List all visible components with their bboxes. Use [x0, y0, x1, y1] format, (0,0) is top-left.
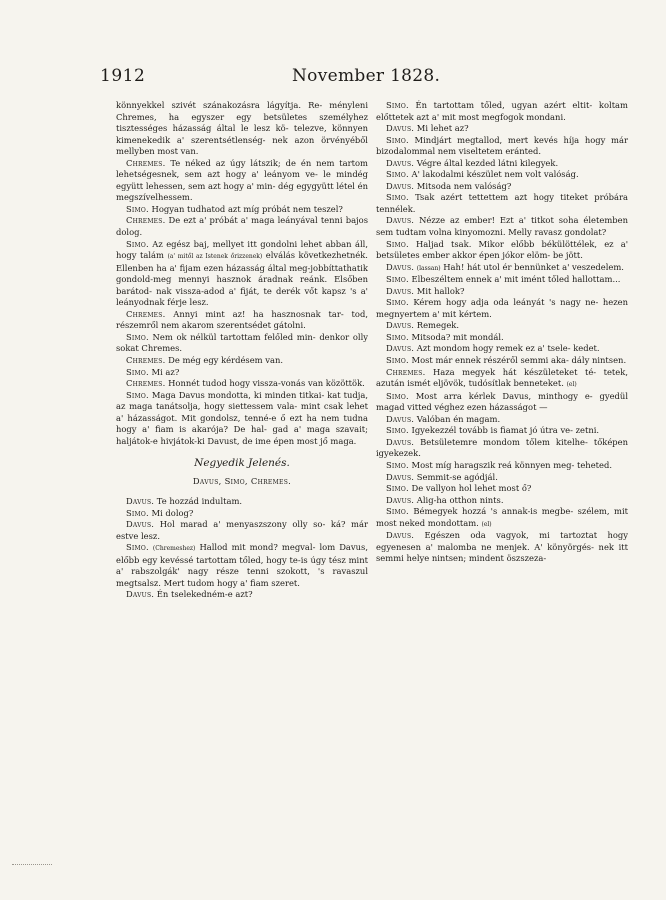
speaker-name: Chremes. [126, 355, 166, 366]
dialogue-text: Egészen oda vagyok, mi tartoztat hogy egyenesen a' malomba ne menjek. A' könyörgés- nek itt semmi helye nintsen; mindent öszszeza- [376, 530, 628, 564]
dialogue-paragraph [116, 100, 368, 158]
dialogue-text: Annyi mint az! ha hasznosnak tar- tod, részemről nem akarom szerentsédet gátolni. [116, 308, 368, 331]
speaker-name: Davus. [386, 123, 415, 134]
dialogue-text: Valóban én magam. [416, 413, 501, 424]
dialogue-paragraph [376, 414, 628, 426]
stage-direction: (a' mitől az Istenek őrizzenek) [167, 253, 263, 261]
dialogue-text: Hallod mit mond? megval- lom Davus, előbb egy kevéssé tartottam tőled, hogy te-is úgy tész mint a' rabszolgák' nagy része tenni szokott, 's ravaszul megtsalsz. Mert tudom hogy a' fiam szeret. [116, 542, 369, 588]
speaker-name: Davus. [126, 589, 155, 600]
dialogue-paragraph [116, 332, 368, 355]
speaker-name: Simo. [386, 331, 409, 342]
speaker-name: Simo. [126, 238, 149, 249]
dialogue-paragraph [376, 192, 628, 215]
speaker-name: Simo. [386, 355, 409, 366]
dialogue-text: Mitsoda nem valóság? [416, 180, 512, 191]
dialogue-paragraph [376, 460, 628, 472]
speaker-name: Simo. [386, 506, 409, 517]
speaker-name: Davus. [386, 530, 415, 541]
dialogue-text: Hogyan tudhatod azt míg próbát nem teszel? [151, 203, 343, 214]
dialogue-text: Mi dolog? [151, 507, 194, 518]
dialogue-paragraph [376, 169, 628, 181]
speaker-name: Simo. [386, 390, 409, 401]
dialogue-paragraph [116, 496, 368, 508]
right-column [376, 100, 628, 565]
speaker-name: Simo. [126, 542, 149, 553]
dialogue-text: Semmit-se agódjál. [416, 471, 498, 482]
speaker-name: Simo. [386, 100, 409, 110]
dialogue-paragraph [116, 378, 368, 390]
dialogue-text: Mi az? [151, 366, 180, 377]
dialogue-paragraph [376, 437, 628, 460]
dialogue-paragraph [116, 589, 368, 601]
dialogue-paragraph [116, 390, 368, 448]
dialogue-paragraph [376, 332, 628, 344]
running-title: November 1828. [292, 66, 441, 86]
speaker-name: Simo. [386, 483, 409, 494]
speaker-name: Simo. [386, 459, 409, 470]
dialogue-paragraph [376, 286, 628, 298]
speaker-name: Davus. [386, 494, 415, 505]
speaker-name: Chremes. [126, 215, 166, 226]
dialogue-paragraph [376, 391, 628, 414]
speaker-name: Davus. [386, 157, 415, 168]
dialogue-paragraph [376, 297, 628, 320]
dialogue-paragraph [376, 239, 628, 262]
margin-mark [12, 864, 52, 865]
speaker-name: Simo. [126, 203, 149, 214]
dialogue-text: Te hozzád indultam. [156, 495, 243, 506]
dialogue-text: De vallyon hol lehet most ő? [411, 483, 532, 494]
dialogue-paragraph [376, 355, 628, 367]
dialogue-text: Haza megyek hát készületeket té- tetek, azután ismét eljövök, tudósítlak benneteket. [376, 366, 628, 389]
dialogue-paragraph [376, 367, 628, 391]
dialogue-text: Nem ok nélkül tartottam felőled min- denkor olly sokat Chremes. [116, 331, 368, 354]
speaker-name: Simo. [386, 192, 409, 203]
speaker-name: Simo. [386, 134, 409, 145]
dialogue-text: Az egész baj, mellyet itt gondolni lehet abban áll, hogy talám [116, 238, 368, 261]
speaker-name: Davus. [386, 320, 415, 331]
dialogue-text: Most már ennek részéről semmi aka- dály nintsen. [411, 355, 627, 366]
speaker-name: Simo. [126, 389, 149, 400]
dialogue-paragraph [376, 215, 628, 238]
scene-title: Negyedik Jelenés. [194, 457, 290, 470]
dialogue-text: Alig-ha otthon nints. [416, 494, 504, 505]
dialogue-paragraph [116, 204, 368, 216]
speaker-name: Davus. [386, 215, 415, 226]
left-column-dialogue-after [116, 496, 368, 601]
dialogue-text: Igyekezzél tovább is fiamat jó útra ve- zetni. [411, 425, 600, 436]
dialogue-text: De ezt a' próbát a' maga leányával tenni bajos dolog. [116, 215, 368, 238]
dialogue-text: Most míg haragszik reá könnyen meg- teheted. [411, 459, 613, 470]
dialogue-paragraph [116, 309, 368, 332]
left-column-dialogue [116, 100, 368, 447]
dialogue-text: Én tartottam tőled, ugyan azért eltit- koltam előttetek azt a' mit most megfogok mondani. [376, 100, 628, 122]
dialogue-text: Nézze az ember! Ezt a' titkot soha életemben sem tudtam volna kinyomozni. Melly ravasz gondolat? [376, 215, 628, 238]
dialogue-text: Haljad tsak. Mikor előbb békülöttélek, ez a' betsületes ember akkor épen jókor elöm- be jött. [376, 238, 628, 261]
dialogue-paragraph [376, 123, 628, 135]
dialogue-paragraph [116, 519, 368, 542]
dialogue-paragraph [116, 508, 368, 520]
dialogue-paragraph [116, 215, 368, 238]
dialogue-text: Mitsoda? mit mondál. [411, 331, 504, 342]
speaker-name: Chremes. [126, 157, 166, 168]
dialogue-text: elválás következhetnék. Ellenben ha a' fijam ezen házasság által meg-jobbíttathatik gondold-meg mennyi hasznok áradnak reánk. Elsőben barátod- nak vissza-adod a' fiját, te derék vőt kapsz 's a' leányodnak férje lesz. [116, 250, 368, 308]
dialogue-text: Elbeszéltem ennek a' mit imént tőled hallottam... [411, 274, 621, 285]
stage-direction: (Chremeshez) [152, 545, 196, 553]
dialogue-text: Hol marad a' menyaszszony olly so- ká? már estve lesz. [116, 519, 368, 541]
stage-direction: (el) [566, 381, 577, 389]
speaker-name: Davus. [126, 495, 155, 506]
dialogue-paragraph [116, 239, 368, 309]
dialogue-text: Most arra kérlek Davus, minthogy e- gyedül magad vitted véghez ezen házasságot — [376, 390, 628, 413]
dialogue-paragraph [376, 483, 628, 495]
speaker-name: Davus. [386, 261, 415, 272]
dialogue-text: Hah! hát utol ér bennünket a' veszedelem. [443, 261, 624, 272]
right-column-dialogue [376, 100, 628, 565]
dialogue-text: A' lakodalmi készület nem volt valóság. [411, 169, 579, 180]
dialogue-paragraph [376, 495, 628, 507]
speaker-name: Simo. [386, 169, 409, 180]
page-number: 1912 [100, 66, 146, 86]
dialogue-text: Te néked az úgy látszik; de én nem tartom lehetségesnek, sem azt hogy a' leányom ve- le mindég együtt lehessen, sem azt hogy a' min- dég egygyütt létel én megszívelhessem. [116, 157, 368, 203]
dialogue-paragraph [376, 425, 628, 437]
dialogue-text: Mindjárt megtallod, mert kevés híja hogy már bizodalommal nem viseltetem eránted. [376, 134, 628, 157]
dialogue-paragraph [376, 274, 628, 286]
dialogue-paragraph [116, 355, 368, 367]
speaker-name: Davus. [386, 436, 415, 447]
speaker-name: Simo. [386, 425, 409, 436]
dialogue-text: Bémegyek hozzá 's annak-is megbe- szélem, mit most neked mondottam. [376, 506, 628, 528]
dialogue-paragraph [116, 367, 368, 379]
dialogue-text: Tsak azért tettettem azt hogy titeket próbára tennélek. [376, 192, 628, 214]
speaker-name: Chremes. [126, 378, 166, 389]
dialogue-paragraph [376, 506, 628, 530]
speaker-name: Davus. [386, 471, 415, 482]
dialogue-paragraph [116, 158, 368, 204]
dialogue-paragraph [116, 542, 368, 589]
speaker-name: Davus. [126, 519, 155, 530]
speaker-name: Simo. [126, 331, 149, 342]
speaker-name: Chremes. [126, 308, 166, 319]
dialogue-paragraph [376, 158, 628, 170]
dialogue-text: Kérem hogy adja oda leányát 's nagy ne- hezen megnyertem a' mit kértem. [376, 297, 628, 319]
scene-cast: Davus, Simo, Chremes. [192, 476, 292, 487]
dialogue-text: Végre által kezded látni kilegyek. [416, 157, 559, 168]
speaker-name: Simo. [126, 507, 149, 518]
speaker-name: Davus. [386, 180, 415, 191]
dialogue-paragraph [376, 135, 628, 158]
speaker-name: Simo. [386, 274, 409, 285]
dialogue-text: Betsületemre mondom tőlem kitelhe- tőképen igyekezek. [376, 436, 628, 459]
left-column [116, 100, 368, 601]
dialogue-paragraph [376, 262, 628, 275]
dialogue-text: könnyekkel szivét szánakozásra lágyítja. Re- ményleni Chremes, ha egyszer egy betsületes személyhez tisztességes házasság által le lesz kö- telezve, könnyen kimenekedik a' szerentsétlenség- nek azon örvényéből mellyben most van. [116, 100, 368, 157]
dialogue-paragraph [376, 181, 628, 193]
dialogue-text: Honnét tudod hogy vissza-vonás van közöttök. [168, 378, 365, 389]
speaker-name: Chremes. [386, 366, 426, 377]
dialogue-text: Azt mondom hogy remek ez a' tsele- kedet. [416, 343, 600, 354]
speaker-name: Simo. [126, 366, 149, 377]
dialogue-paragraph [376, 472, 628, 484]
speaker-name: Simo. [386, 238, 409, 249]
dialogue-paragraph [376, 320, 628, 332]
dialogue-paragraph [376, 530, 628, 565]
stage-direction: (lassan) [416, 264, 441, 272]
dialogue-paragraph [376, 100, 628, 123]
dialogue-text: Maga Davus mondotta, ki minden titkai- kat tudja, az maga tanátsolja, hogy siettessem vala- mint csak lehet a' házasságot. Mit gondolsz, tenné-e ő ezt ha nem tudna hogy a' fiam is akarója? De hal- gad a' maga szavait; haljátok-e hivjátok-ki Davust, de ime épen most jő maga. [116, 389, 368, 446]
speaker-name: Simo. [386, 297, 409, 308]
dialogue-text: Mi lehet az? [416, 123, 469, 134]
dialogue-text: De még egy kérdésem van. [168, 355, 284, 366]
dialogue-text: Remegek. [416, 320, 460, 331]
page-header [0, 66, 666, 92]
dialogue-text: Mit hallok? [416, 285, 465, 296]
stage-direction: (el) [481, 520, 492, 528]
dialogue-paragraph [376, 343, 628, 355]
speaker-name: Davus. [386, 285, 415, 296]
speaker-name: Davus. [386, 413, 415, 424]
speaker-name: Davus. [386, 343, 415, 354]
dialogue-text: Én tselekedném-e azt? [156, 589, 253, 600]
